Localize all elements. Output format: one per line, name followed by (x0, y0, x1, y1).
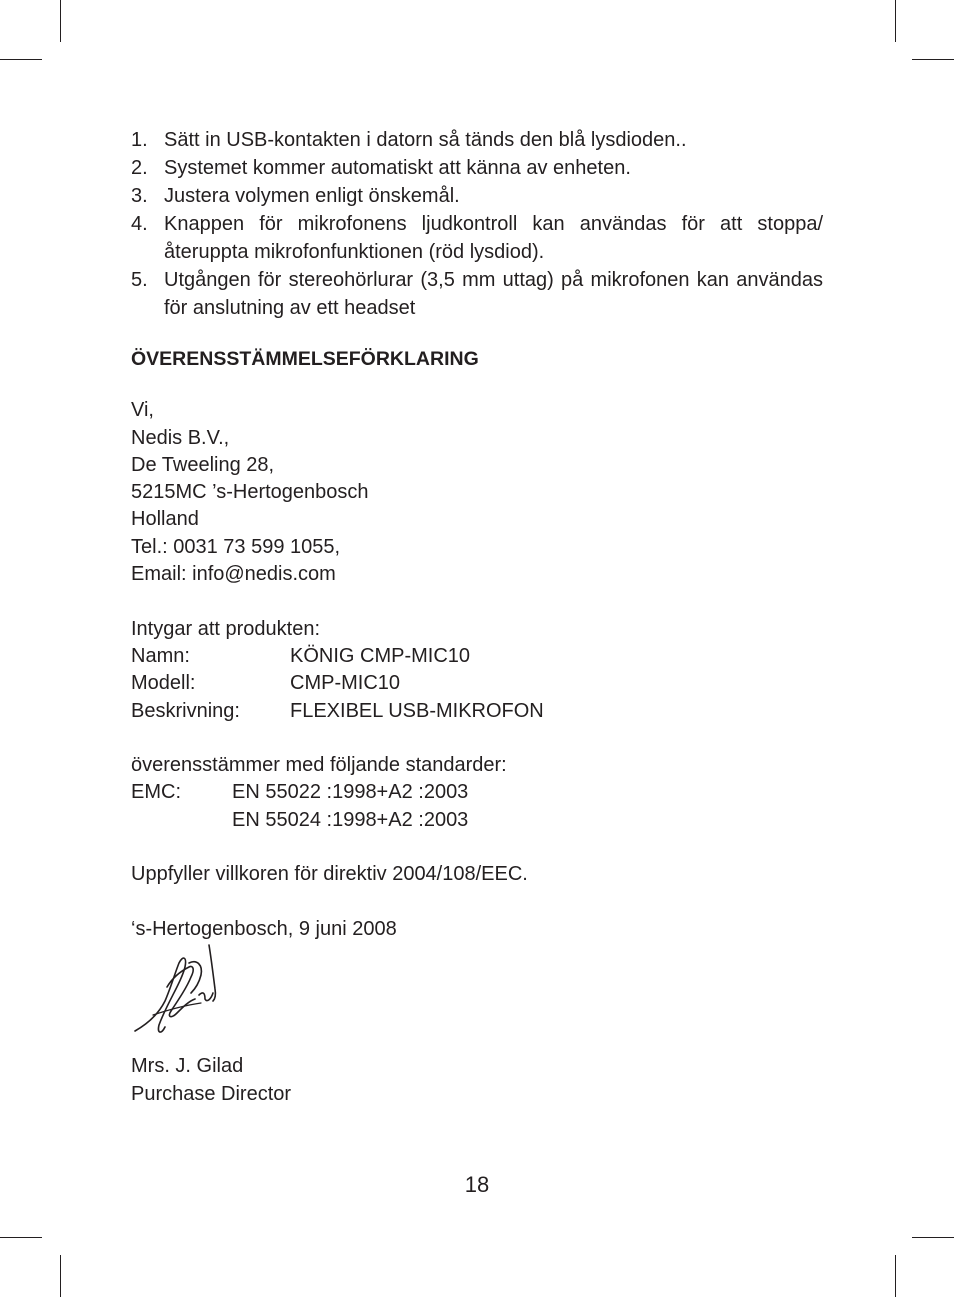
address-line: 5215MC ’s-Hertogenbosch (131, 481, 369, 504)
crop-mark (0, 59, 42, 60)
crop-mark (60, 0, 61, 42)
company-address (131, 397, 823, 588)
product-intro: Intygar att produkten: (131, 617, 321, 640)
signatory-title: Purchase Director (131, 1082, 292, 1105)
standards-row: EMC: EN 55022 :1998+A2 :2003 (131, 781, 469, 804)
directive-statement: Uppfyller villkoren för direktiv 2004/108/EEC. (131, 863, 528, 886)
crop-mark (912, 59, 954, 60)
signatory-name: Mrs. J. Gilad (131, 1055, 244, 1078)
address-line: Tel.: 0031 73 599 1055, (131, 535, 341, 558)
address-line: De Tweeling 28, (131, 453, 275, 476)
standards-row: EN 55024 :1998+A2 :2003 (232, 808, 469, 831)
list-item: 2. Systemet kommer automatiskt att känna av enheten. (131, 157, 631, 179)
signatory (131, 1053, 823, 1108)
document-page (131, 126, 823, 1108)
product-details (131, 616, 823, 725)
signature (131, 943, 823, 1053)
list-item: 4. Knappen för mikrofonens ljudkontroll kan användas för att stoppa/ återuppta mikrofonfunktionen (röd lysdiod). (131, 213, 823, 263)
address-line: Holland (131, 508, 199, 531)
standards-section (131, 752, 823, 834)
standards-intro: överensstämmer med följande standarder: (131, 754, 507, 777)
crop-mark (60, 1255, 61, 1297)
crop-mark (912, 1237, 954, 1238)
list-item: 5. Utgången för stereohörlurar (3,5 mm uttag) på mikrofonen kan användas för anslutning av ett headset (131, 269, 823, 319)
crop-mark (895, 1255, 896, 1297)
page-number: 18 (464, 1172, 490, 1197)
instruction-list (131, 126, 823, 322)
product-row: Beskrivning: FLEXIBEL USB-MIKROFON (131, 699, 544, 722)
product-row: Namn: KÖNIG CMP-MIC10 (131, 644, 471, 667)
list-item: 1. Sätt in USB-kontakten i datorn så tänds den blå lysdioden.. (131, 129, 687, 151)
address-line: Nedis B.V., (131, 426, 230, 449)
crop-mark (0, 1237, 42, 1238)
place-and-date: ‘s-Hertogenbosch, 9 juni 2008 (131, 917, 397, 940)
address-line: Email: info@nedis.com (131, 563, 336, 586)
signature-icon (131, 943, 251, 1053)
address-line: Vi, (131, 399, 154, 422)
list-item: 3. Justera volymen enligt önskemål. (131, 185, 460, 207)
crop-mark (895, 0, 896, 42)
section-heading: ÖVERENSSTÄMMELSEFÖRKLARING (131, 348, 479, 370)
product-row: Modell: CMP-MIC10 (131, 672, 401, 695)
